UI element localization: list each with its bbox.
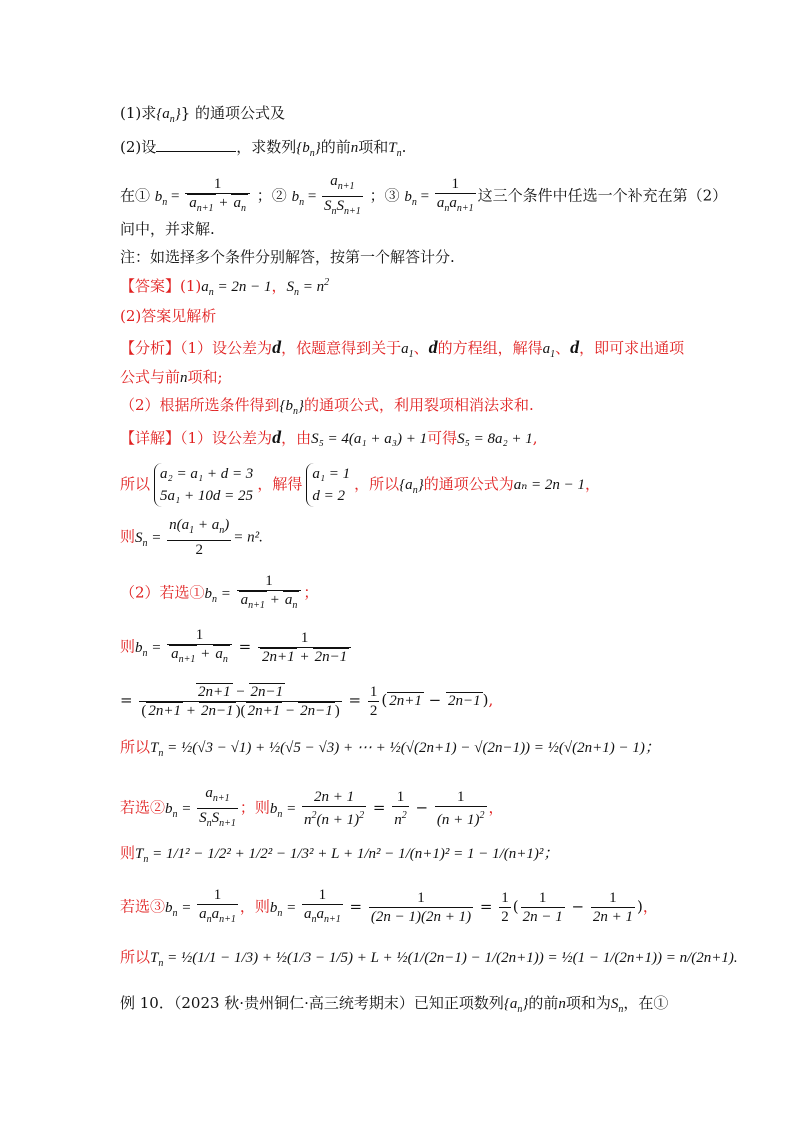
- note: 注：如选择多个条件分别解答，按第一个解答计分.: [120, 248, 455, 266]
- choice2-sum: 则$T_n = 1/1^2 - 1/2^2 + 1/2^2 - 1/3^2 + L + 1/n^2 - 1/(n+1)^2 = 1 - 1/(n+1)^2$；: [120, 844, 559, 865]
- analysis-line3: （2）根据所选条件得到$\{b_n\}$的通项公式，利用裂项相消法求和.: [120, 396, 534, 417]
- analysis-line2: 公式与前n项和;: [120, 368, 223, 386]
- answer-part2: (2)答案见解析: [120, 307, 217, 325]
- choice1-sum: 所以$T_n$ = ½(√3 − √1) + ½(√5 − √3) + ⋯ + ½(√(2n+1) − √(2n−1)) = ½(√(2n+1) − 1)；: [120, 738, 660, 759]
- detail-line1: 【详解】（1）设公差为d，由S₅ = 4(a₁ + a₃) + 1可得S₅ = 8a₂ + 1,: [120, 427, 538, 447]
- choice2-line: 若选$②b_n$ = $\frac{a_{n+1}}{S_nS_{n+1}}$ ；则$b_n$ = $\frac{2n + 1}{n^2(n + 1)^2}$ = $\frac{1}{n^2}$ − $\frac{1}{(n + 1)^2}$ ，: [120, 785, 504, 829]
- choice1-rationalize: = $\frac{2n+1 - 2n-1}{( 2n+1 + 2n-1 )( 2n+1 - 2n-1 )}$ = $\frac{1}{2}$ ( 2n+1 − 2n−1 ),: [120, 683, 494, 719]
- options-line2: 问中，并求解.: [120, 220, 215, 238]
- detail-line2: 所以 a₂ = a₁ + d = 3 5a₁ + 10d = 25 ，解得 a₁ = 1 d = 2 ，所以$\{a_n\}$的通项公式为aₙ = 2n − 1，: [120, 462, 600, 513]
- question-part2: (2)设 ，求数列$\{b_n\}$的前n项和$T_n$.: [120, 138, 407, 159]
- detail-line3: 则$S_n$ = $\frac{n(a_1 + a_n)}{2}$ = n².: [120, 517, 263, 558]
- condition-options: 在① $b_n$ = $\frac{1}{a_{n+1} + a_n}$ ；② $b_n$ = $\frac{a_{n+1}}{S_nS_{n+1}}$ ；③ $b_n$ = $\frac{1}{a_na_{n+1}}$ 这三个条件中任选一个补充在第（2）: [120, 173, 728, 217]
- choice3-line: 若选$③b_n$ = $\frac{1}{a_na_{n+1}}$ ，则$b_n$ = $\frac{1}{a_na_{n+1}}$ = $\frac{1}{(2n - 1)(2n + 1)}$ = $\frac{1}{2}$ ( $\frac{1}{2n - 1}$ − $\frac{1}{2n + 1}$ )，: [120, 887, 658, 925]
- example-10-stem: 例 10．（2023 秋·贵州铜仁·高三统考期末）已知正项数列$\{a_n\}$的前n项和为$S_n$，在①: [120, 994, 669, 1015]
- question-part1: (1)求$\{a_n\}$} 的通项公式及: [120, 104, 286, 125]
- choice1-then: 则$b_n$ = $\frac{1}{a_{n+1} + a_n}$ = $\frac{1}{2n+1 + 2n-1}$: [120, 626, 353, 674]
- analysis-line1: 【分析】（1）设公差为d，依题意得到关于$a_1$、d的方程组，解得$a_1$、d，即可求出通项: [120, 337, 685, 360]
- choice1-line: （2）若选$①b_n$ = $\frac{1}{a_{n+1} + a_n}$ ；: [120, 573, 319, 611]
- answer-line: 【答案】$(1)a_n = 2n - 1$，$S_n = n^2$: [120, 277, 330, 298]
- fill-blank[interactable]: [156, 137, 236, 152]
- choice3-sum: 所以$T_n$ = ½(1/1 − 1/3) + ½(1/3 − 1/5) + L + ½(1/(2n−1) − 1/(2n+1)) = ½(1 − 1/(2n+1)) = n/(2n+1).: [120, 948, 738, 969]
